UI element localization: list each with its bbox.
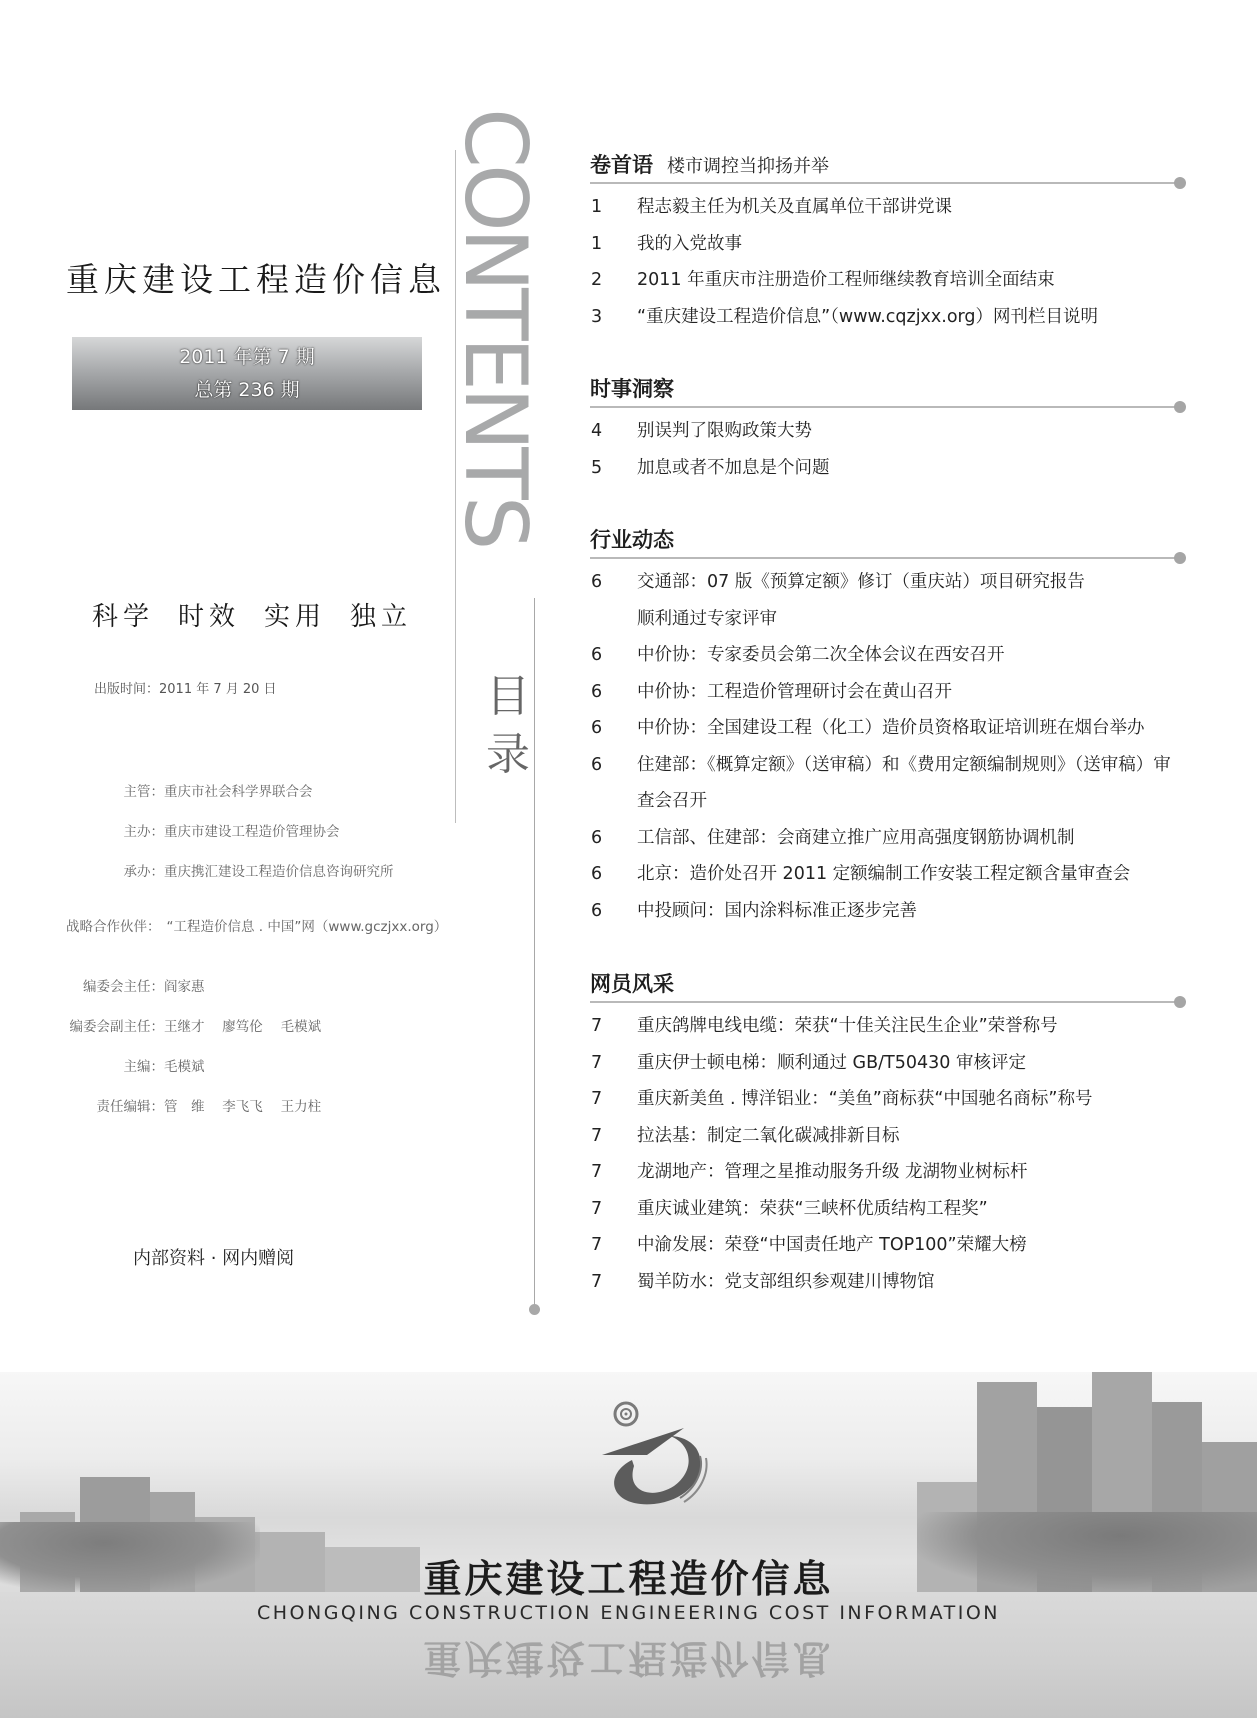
issue-total: 总第 236 期 (194, 379, 300, 401)
page-number: 5 (591, 457, 603, 478)
credit-row (60, 860, 394, 880)
article-title: 别误判了限购政策大势 (637, 421, 812, 441)
page-number: 4 (591, 421, 603, 441)
page-number: 6 (591, 864, 603, 884)
section-header (590, 968, 1180, 1002)
section-rule (590, 1001, 1180, 1003)
credit-value: “工程造价信息 . 中国”网（www.gczjxx.org） (166, 919, 448, 935)
page-number: 7 (591, 1198, 603, 1219)
toc-section (590, 373, 1180, 486)
page-number: 1 (591, 233, 603, 254)
toc-item[interactable] (590, 564, 1100, 637)
credit-value: 重庆市社会科学界联合会 (164, 784, 313, 800)
toc-item[interactable] (590, 747, 1180, 820)
credit-value: 管 维 李飞飞 王力柱 (164, 1099, 322, 1115)
article-title: 中价协：专家委员会第二次全体会议在西安召开 (637, 645, 1005, 665)
article-title: 重庆诚业建筑：荣获“三峡杯优质结构工程奖” (637, 1198, 988, 1219)
toc-item[interactable] (590, 893, 1180, 930)
toc-item[interactable] (590, 1118, 1180, 1155)
toc-items (590, 413, 1180, 486)
toc-items (590, 189, 1180, 335)
credit-value: 阎家惠 (164, 979, 205, 995)
toc-item[interactable] (590, 1008, 1180, 1045)
motto-word: 时效 (178, 602, 241, 632)
toc-section (590, 524, 1180, 929)
toc-item[interactable] (590, 856, 1180, 893)
article-title: 重庆新美鱼 . 博洋铝业：“美鱼”商标获“中国驰名商标”称号 (637, 1089, 1093, 1109)
toc-item[interactable] (590, 226, 1180, 263)
credit-value: 重庆携汇建设工程造价信息咨询研究所 (164, 864, 394, 880)
credit-value: 重庆市建设工程造价管理协会 (164, 824, 340, 840)
article-title: 住建部：《概算定额》（送审稿）和《费用定额编制规则》（送审稿）审查会召开 (637, 754, 1171, 811)
credit-row (66, 915, 447, 935)
section-title: 卷首语 (590, 153, 653, 177)
toc-item[interactable] (590, 710, 1180, 747)
page-number: 7 (591, 1162, 603, 1182)
article-title: 中渝发展：荣登“中国责任地产 TOP100”荣耀大榜 (637, 1235, 1027, 1255)
magazine-logo-icon (592, 1400, 722, 1510)
banner-title-chinese: 重庆建设工程造价信息 (423, 1557, 834, 1601)
article-title: 中价协：全国建设工程（化工）造价员资格取证培训班在烟台举办 (637, 718, 1145, 738)
article-title: 拉法基：制定二氧化碳减排新目标 (637, 1125, 900, 1146)
article-title: 重庆鸽牌电线电缆：荣获“十佳关注民生企业”荣誉称号 (637, 1016, 1058, 1036)
section-rule (590, 406, 1180, 408)
credit-row (60, 975, 205, 995)
credit-label: 战略合作伙伴： (66, 919, 161, 935)
article-title: 中投顾问：国内涂料标准正逐步完善 (637, 900, 917, 921)
section-subtitle[interactable]: 楼市调控当抑扬并举 (667, 156, 829, 177)
section-rule (590, 557, 1180, 559)
toc-item[interactable] (590, 1227, 1180, 1264)
credit-row (60, 1015, 321, 1035)
toc-section (590, 149, 1180, 335)
credit-label: 编委会主任： (83, 979, 164, 995)
page-number: 6 (591, 827, 603, 848)
page-number: 7 (591, 1235, 603, 1255)
toc-item[interactable] (590, 1154, 1180, 1191)
contents-char: 目 (486, 671, 530, 722)
article-title: 北京：造价处召开 2011 定额编制工作安装工程定额含量审查会 (637, 864, 1131, 884)
page-number: 6 (591, 645, 603, 665)
banner-title-english: CHONGQING CONSTRUCTION ENGINEERING COST INFORMATION (256, 1602, 1001, 1624)
vertical-divider (534, 598, 535, 1310)
motto-word: 独立 (350, 602, 413, 632)
contents-heading-chinese (478, 668, 538, 784)
toc-item[interactable] (590, 1191, 1180, 1228)
page-number: 7 (591, 1125, 603, 1146)
toc-item[interactable] (590, 1264, 1180, 1301)
toc-item[interactable] (590, 637, 1180, 674)
issue-number: 2011 年第 7 期 (179, 346, 315, 368)
credit-label: 主编： (123, 1059, 164, 1075)
cover-banner (0, 1372, 1257, 1718)
page-number: 2 (591, 270, 603, 290)
credit-label: 主管： (123, 784, 164, 800)
section-rule-dot (1174, 177, 1186, 189)
article-title: 工信部、住建部：会商建立推广应用高强度钢筋协调机制 (637, 827, 1075, 848)
page-number: 6 (591, 718, 603, 738)
page-number: 6 (591, 754, 603, 775)
internal-note: 内部资料 · 网内赠阅 (133, 1248, 295, 1269)
magazine-title: 重庆建设工程造价信息 (66, 260, 446, 299)
section-header (590, 149, 1180, 183)
credit-label: 编委会副主任： (69, 1019, 164, 1035)
page-number: 7 (591, 1271, 603, 1292)
article-title: 蜀羊防水：党支部组织参观建川博物馆 (637, 1271, 935, 1292)
toc-item[interactable] (590, 1045, 1180, 1082)
credit-label: 承办： (123, 864, 164, 880)
credit-row (60, 820, 340, 840)
credit-value: 毛模斌 (164, 1059, 205, 1075)
section-rule (590, 182, 1180, 184)
divider-end-dot (529, 1304, 540, 1315)
page-number: 6 (591, 681, 603, 702)
section-rule-dot (1174, 996, 1186, 1008)
toc-item[interactable] (590, 674, 1180, 711)
issue-box (72, 337, 422, 410)
toc-item[interactable] (590, 820, 1180, 857)
toc-items (590, 1008, 1180, 1300)
banner-title-reflection: 重庆建设工程造价信息 (423, 1636, 834, 1680)
section-title: 时事洞察 (590, 377, 674, 401)
toc-item[interactable] (590, 299, 1180, 336)
credit-value: 王继才 廖笃伦 毛模斌 (164, 1019, 322, 1035)
toc-item[interactable] (590, 413, 1180, 450)
motto-word: 科学 (92, 602, 155, 632)
toc-section (590, 968, 1180, 1300)
page-number: 6 (591, 572, 603, 592)
credit-row (60, 780, 313, 800)
article-title: 重庆伊士顿电梯：顺利通过 GB/T50430 审核评定 (637, 1052, 1026, 1073)
page-number: 1 (591, 197, 603, 217)
credit-row (60, 1095, 321, 1115)
section-rule-dot (1174, 401, 1186, 413)
page-number: 7 (591, 1089, 603, 1109)
toc-items (590, 564, 1180, 929)
toc-item[interactable] (590, 189, 1180, 226)
article-title: 2011 年重庆市注册造价工程师继续教育培训全面结束 (637, 270, 1055, 290)
contents-char: 录 (486, 729, 530, 780)
publish-date: 出版时间：2011 年 7 月 20 日 (94, 682, 277, 697)
article-title: 交通部：07 版《预算定额》修订（重庆站）项目研究报告顺利通过专家评审 (637, 572, 1085, 629)
article-title: 我的入党故事 (637, 233, 742, 254)
article-title: 程志毅主任为机关及直属单位干部讲党课 (637, 197, 952, 217)
article-title: 中价协：工程造价管理研讨会在黄山召开 (637, 681, 952, 702)
section-header (590, 524, 1180, 558)
contents-heading-english: CONTENTS (445, 108, 545, 547)
article-title: 龙湖地产：管理之星推动服务升级 龙湖物业树标杆 (637, 1162, 1028, 1182)
credit-label: 责任编辑： (96, 1099, 164, 1115)
section-rule-dot (1174, 552, 1186, 564)
page-number: 6 (591, 900, 603, 921)
article-title: “重庆建设工程造价信息”（www.cqzjxx.org）网刊栏目说明 (637, 306, 1099, 327)
credit-row (60, 1055, 205, 1075)
article-title: 加息或者不加息是个问题 (637, 457, 830, 478)
section-title: 行业动态 (590, 528, 674, 552)
credit-label: 主办： (123, 824, 164, 840)
motto-word: 实用 (264, 602, 327, 632)
motto (92, 596, 436, 633)
toc-item[interactable] (590, 262, 1180, 299)
page-number: 7 (591, 1052, 603, 1073)
page-number: 7 (591, 1016, 603, 1036)
toc-item[interactable] (590, 1081, 1180, 1118)
page-number: 3 (591, 306, 603, 327)
section-title: 网员风采 (590, 972, 674, 996)
toc-item[interactable] (590, 450, 1180, 487)
section-header (590, 373, 1180, 407)
